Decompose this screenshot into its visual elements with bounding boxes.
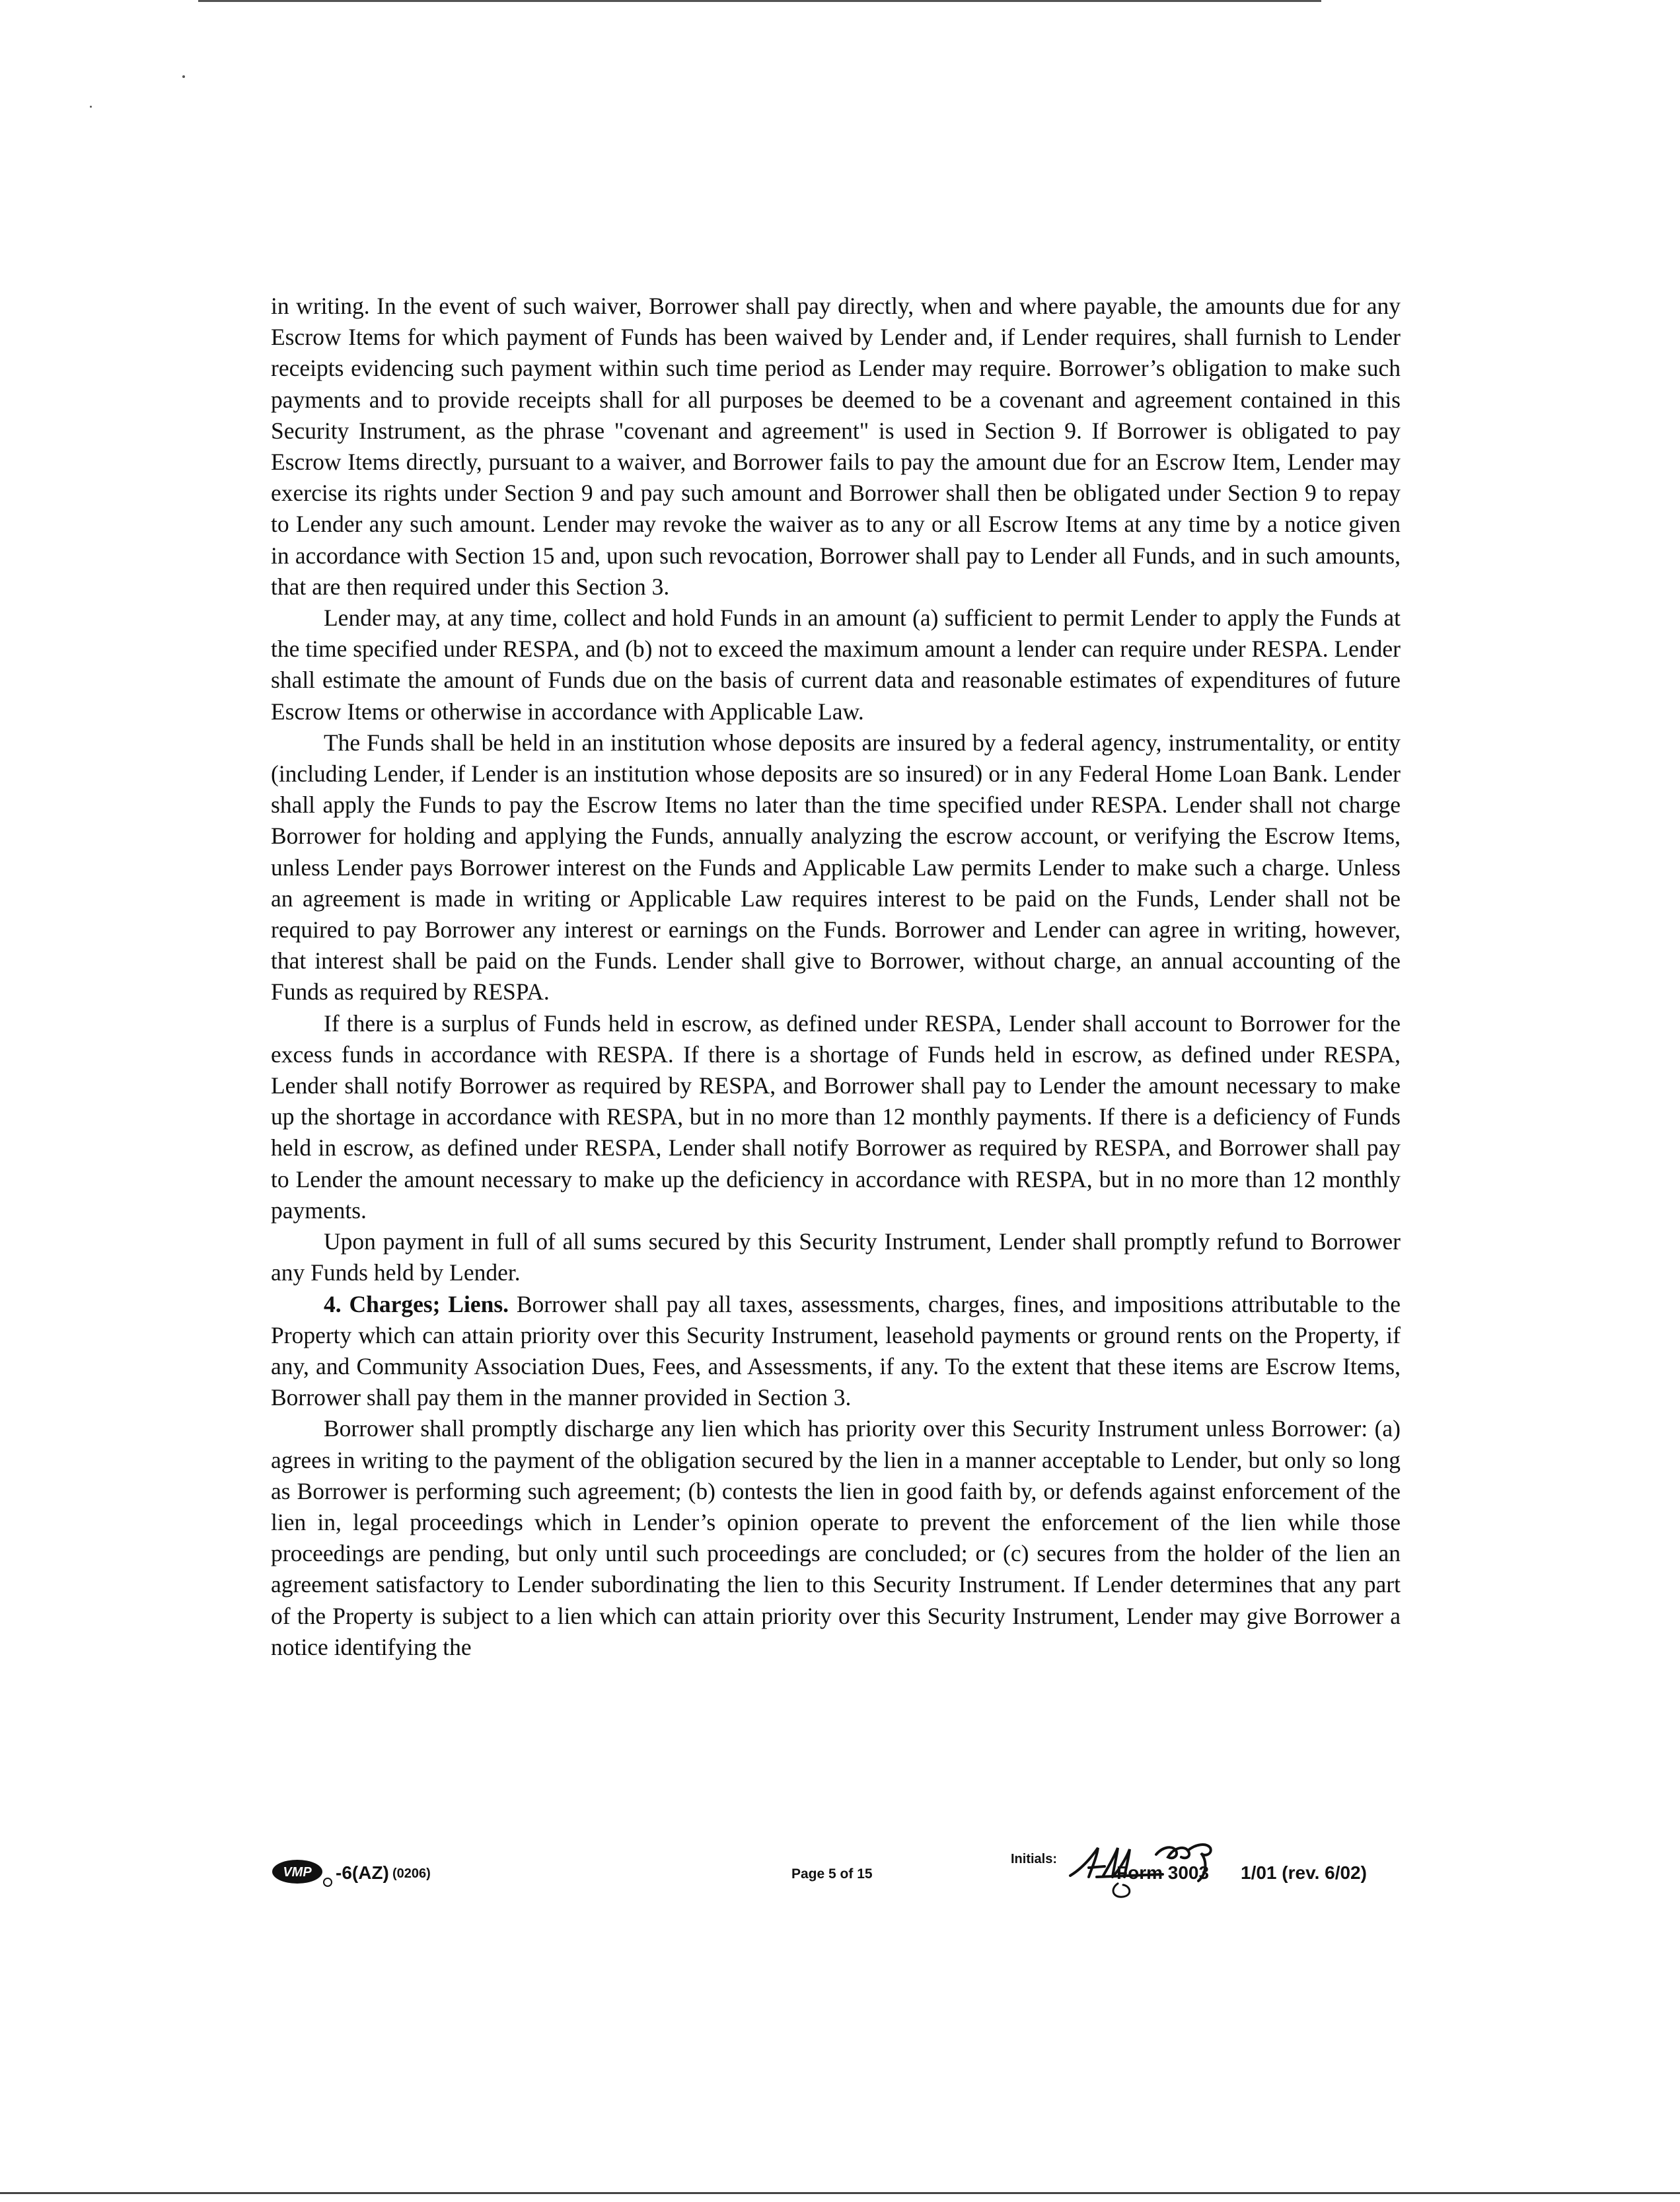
scan-speck [90,106,92,108]
vmp-logo-text: VMP [283,1865,312,1880]
form-code: -6(AZ) [336,1862,389,1883]
paragraph-waiver-continuation: in writing. In the event of such waiver, Borrower shall pay directly, when and where payable, the amounts due for any Escrow Items for which payment of Funds has been waived by Lender and, if Lender requires, shall furnish to Lender receipts evidencing such payment within such time period as Lender may require. Borrower’s obligation to make such payments and to provide receipts shall for all purposes be deemed to be a covenant and agreement contained in this Security Instrument, as the phrase "covenant and agreement" is used in Section 9. If Borrower is obligated to pay Escrow Items directly, pursuant to a waiver, and Borrower fails to pay the amount due for an Escrow Item, Lender may exercise its rights under Section 9 and pay such amount and Borrower shall then be obligated under Section 9 to repay to Lender any such amount. Lender may revoke the waiver as to any or all Escrow Items at any time by a notice given in accordance with Section 15 and, upon such revocation, Borrower shall pay to Lender all Funds, and in such amounts, that are then required under this Section 3. [271,293,1401,600]
form-revision-date: 1/01 (rev. 6/02) [1241,1862,1367,1883]
paragraph-funds-held: The Funds shall be held in an institution whose deposits are insured by a federal agency, instrumentality, or entity (including Lender, if Lender is an institution whose deposits are so insured) or in any Federal Home Loan Bank. Lender shall apply the Funds to pay the Escrow Items no later than the time specified under RESPA. Lender shall not charge Borrower for holding and applying the Funds, annually analyzing the escrow account, or verifying the Escrow Items, unless Lender pays Borrower interest on the Funds and Applicable Law permits Lender to make such a charge. Unless an agreement is made in writing or Applicable Law requires interest to be paid on the Funds, Lender shall not be required to pay Borrower any interest or earnings on the Funds. Borrower and Lender can agree in writing, however, that interest shall be paid on the Funds. Lender shall give to Borrower, without charge, an annual accounting of the Funds as required by RESPA. [271,729,1401,1006]
paragraph-refund: Upon payment in full of all sums secured by this Security Instrument, Lender shall promptly refund to Borrower any Funds held by Lender. [271,1228,1401,1286]
document-body [271,291,1401,1663]
section-text-charges-liens: Borrower shall pay all taxes, assessments, charges, fines, and impositions attributable to the Property which can attain priority over this Security Instrument, leasehold payments or ground rents on the Property, if any, and Community Association Dues, Fees, and Assessments, if any. To the extent that these items are Escrow Items, Borrower shall pay them in the manner provided in Section 3. [271,1290,1401,1411]
page-number: Page 5 of 15 [791,1866,873,1882]
scan-speck [182,75,185,78]
paragraph-discharge-lien: Borrower shall promptly discharge any lien which has priority over this Security Instrument unless Borrower: (a) agrees in writing to the payment of the obligation secured by the lien in a manner acceptable to Lender, but only so long as Borrower is performing such agreement; (b) contests the lien in good faith by, or defends against enforcement of the lien in, legal proceedings which in Lender’s opinion operate to prevent the enforcement of the lien while those proceedings are pending, but only until such proceedings are concluded; or (c) secures from the holder of the lien an agreement satisfactory to Lender subordinating the lien to this Security Instrument. If Lender determines that any part of the Property is subject to a lien which can attain priority over this Security Instrument, Lender may give Borrower a notice identifying the [271,1415,1401,1660]
vmp-logo-icon [271,1858,334,1888]
section-heading-charges-liens: 4. Charges; Liens. [324,1290,509,1317]
paragraph-surplus-shortage: If there is a surplus of Funds held in escrow, as defined under RESPA, Lender shall account to Borrower for the excess funds in accordance with RESPA. If there is a shortage of Funds held in escrow, as defined under RESPA, Lender shall notify Borrower as required by RESPA, and Borrower shall pay to Lender the amount necessary to make up the shortage in accordance with RESPA, but in no more than 12 monthly payments. If there is a deficiency of Funds held in escrow, as defined under RESPA, Lender shall notify Borrower as required by RESPA, and Borrower shall pay to Lender the amount necessary to make up the deficiency in accordance with RESPA, but in no more than 12 monthly payments. [271,1009,1401,1224]
paragraph-collect-funds: Lender may, at any time, collect and hold Funds in an amount (a) sufficient to permit Lender to apply the Funds at the time specified under RESPA, and (b) not to exceed the maximum amount a lender can require under RESPA. Lender shall estimate the amount of Funds due on the basis of current data and reasonable estimates of expenditures of future Escrow Items or otherwise in accordance with Applicable Law. [271,605,1401,725]
paragraph-charges-liens [271,1289,1401,1414]
initials-label: Initials: [1011,1852,1058,1866]
scan-edge-top [198,0,1321,2]
form-number: Form 3003 [1116,1862,1210,1883]
form-code-version: (0206) [392,1866,431,1881]
scan-edge-bottom [0,2192,1680,2194]
page-footer [0,1847,1680,1919]
